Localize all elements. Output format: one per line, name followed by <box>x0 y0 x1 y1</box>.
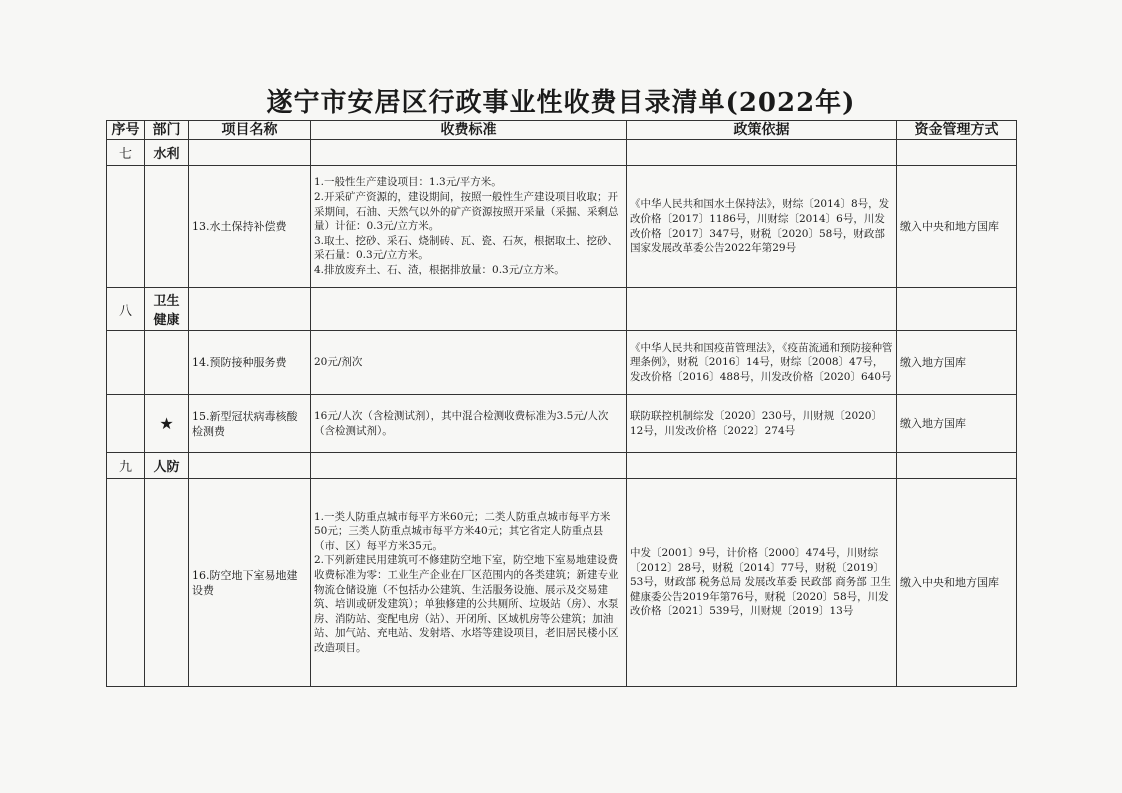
fund-management: 缴入地方国库 <box>897 331 1017 395</box>
star-icon: ★ <box>145 395 189 453</box>
item-name: 13.水土保持补偿费 <box>189 166 311 288</box>
fee-standard <box>311 331 627 395</box>
standard-line: 2.下列新建民用建筑可不修建防空地下室，防空地下室易地建设费收费标准为零：工业生产企业在厂区范围内的各类建筑；新建专业物流仓储设施（不包括办公建筑、生活服务设施、展示及交易建筑、培训或研发建筑）；单独修建的公共厕所、垃圾站（房）、水泵房、消防站、变配电房（站）、开闭所、区域机房等公建筑；加油站、加气站、充电站、发射塔、水塔等建设项目，老旧居民楼小区改造项目。 <box>314 554 619 654</box>
section-row <box>107 453 1017 479</box>
fund-management: 缴入中央和地方国库 <box>897 479 1017 687</box>
standard-line: 1.一般性生产建设项目：1.3元/平方米。 <box>314 176 502 189</box>
page-title: 遂宁市安居区行政事业性收费目录清单(2022年) <box>266 88 856 118</box>
standard-line: 2.开采矿产资源的，建设期间，按照一般性生产建设项目收取；开采期间，石油、天然气以外的矿产资源按照开采量（采掘、采剩总量）计征：0.3元/立方米。 <box>314 191 619 233</box>
fee-standard <box>311 479 627 687</box>
policy-basis: 联防联控机制综发〔2020〕230号，川财规〔2020〕12号，川发改价格〔2022〕274号 <box>627 395 897 453</box>
standard-line: 3.取土、挖砂、采石、烧制砖、瓦、瓷、石灰，根据取土、挖砂、采石量：0.3元/立方米。 <box>314 234 619 262</box>
header-dept: 部门 <box>145 121 189 140</box>
header-seq: 序号 <box>107 121 145 140</box>
section-row <box>107 288 1017 331</box>
section-seq: 九 <box>107 453 145 479</box>
table-row <box>107 479 1017 687</box>
fee-standard <box>311 395 627 453</box>
table-header-row <box>107 121 1017 140</box>
fund-management: 缴入中央和地方国库 <box>897 166 1017 288</box>
standard-line: 4.排放废弃土、石、渣，根据排放量：0.3元/立方米。 <box>314 263 565 276</box>
standard-line: 1.一类人防重点城市每平方米60元；二类人防重点城市每平方米50元；三类人防重点城市每平方米40元；其它省定人防重点县（市、区）每平方米35元。 <box>314 510 611 552</box>
table-row <box>107 395 1017 453</box>
header-item: 项目名称 <box>189 121 311 140</box>
fee-catalog-table <box>106 120 1017 687</box>
section-seq: 八 <box>107 288 145 331</box>
header-standard: 收费标准 <box>311 121 627 140</box>
section-seq: 七 <box>107 140 145 166</box>
policy-basis: 中发〔2001〕9号，计价格〔2000〕474号，川财综〔2012〕28号，财税〔2014〕77号，财税〔2019〕53号，财政部 税务总局 发展改革委 民政部 商务部 卫生健康委公告2019年第76号，财税〔2020〕58号，川发改价格〔2021〕539号，川财规〔2019〕13号 <box>627 479 897 687</box>
table-row <box>107 166 1017 288</box>
header-fund: 资金管理方式 <box>897 121 1017 140</box>
item-name: 16.防空地下室易地建设费 <box>189 479 311 687</box>
section-row <box>107 140 1017 166</box>
standard-line: 16元/人次（含检测试剂），其中混合检测收费标准为3.5元/人次（含检测试剂）。 <box>314 409 609 437</box>
policy-basis: 《中华人民共和国疫苗管理法》，《疫苗流通和预防接种管理条例》，财税〔2016〕14号，财综〔2008〕47号，发改价格〔2016〕488号，川发改价格〔2020〕640号 <box>627 331 897 395</box>
header-basis: 政策依据 <box>627 121 897 140</box>
item-name: 14.预防接种服务费 <box>189 331 311 395</box>
fee-standard <box>311 166 627 288</box>
item-name: 15.新型冠状病毒核酸检测费 <box>189 395 311 453</box>
section-dept: 卫生健康 <box>145 288 189 331</box>
table-row <box>107 331 1017 395</box>
policy-basis: 《中华人民共和国水土保持法》，财综〔2014〕8号，发改价格〔2017〕1186号，川财综〔2014〕6号，川发改价格〔2017〕347号，财税〔2020〕58号，财政部 国家发展改革委公告2022年第29号 <box>627 166 897 288</box>
fund-management: 缴入地方国库 <box>897 395 1017 453</box>
standard-line: 20元/剂次 <box>314 356 363 369</box>
section-dept: 水利 <box>145 140 189 166</box>
section-dept: 人防 <box>145 453 189 479</box>
